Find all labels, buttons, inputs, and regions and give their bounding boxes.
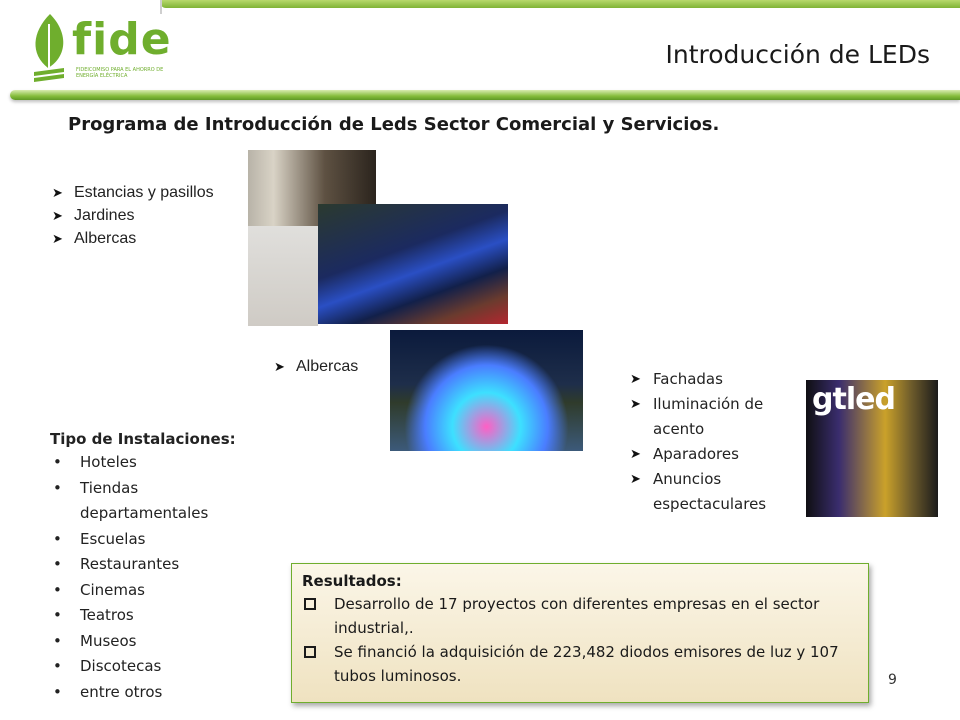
bullet-icon: • — [53, 453, 62, 471]
list-item-text: Aparadores — [653, 445, 739, 463]
list-item — [50, 450, 235, 476]
list-item-text: Iluminación de acento — [653, 395, 764, 438]
list-item — [50, 527, 235, 553]
fide-logo — [28, 12, 172, 88]
list-item-text: Anuncios espectaculares — [653, 470, 767, 513]
header-bottom-bar — [10, 90, 960, 100]
list-item — [630, 392, 790, 442]
list-item-text: Estancias y pasillos — [74, 184, 214, 201]
arrow-bullet-icon: ➤ — [274, 359, 285, 374]
list-item — [50, 578, 235, 604]
list-item-text: Jardines — [74, 207, 135, 224]
results-title: Resultados: — [302, 572, 402, 590]
list-item-text: Discotecas — [80, 657, 162, 675]
led-sign-text: gtled — [812, 382, 895, 417]
hallway-wall-photo — [248, 226, 318, 326]
list-item — [630, 467, 790, 517]
installations-title: Tipo de Instalaciones: — [50, 430, 236, 448]
bullet-icon: • — [53, 606, 62, 624]
installations-section — [50, 430, 236, 705]
bullet-icon: • — [53, 555, 62, 573]
list-item-text: Teatros — [80, 606, 134, 624]
list-item — [50, 629, 235, 655]
arrow-bullet-icon: ➤ — [630, 397, 641, 412]
list-item — [50, 654, 235, 680]
program-subtitle: Programa de Introducción de Leds Sector Comercial y Servicios. — [68, 114, 720, 135]
bullet-icon: • — [53, 478, 62, 497]
arrow-bullet-icon: ➤ — [630, 472, 641, 487]
arrow-bullet-icon: ➤ — [630, 372, 641, 387]
list-item-text: Hoteles — [80, 453, 137, 471]
list-item — [302, 640, 858, 688]
list-item — [302, 592, 858, 640]
led-sign-photo — [806, 380, 938, 517]
list-item-text: Escuelas — [80, 529, 146, 548]
list-item-text: Tiendas departamentales — [80, 478, 209, 522]
list-item — [50, 603, 235, 629]
facades-list — [630, 367, 790, 517]
list-item — [630, 442, 790, 467]
list-item-text: Cinemas — [80, 580, 145, 599]
logo-wordmark: fide — [72, 14, 172, 65]
list-item — [52, 227, 214, 250]
pools-list — [274, 355, 358, 378]
list-item — [630, 367, 790, 392]
arrow-bullet-icon: ➤ — [52, 185, 63, 200]
arrow-bullet-icon: ➤ — [52, 231, 63, 246]
list-item — [50, 476, 235, 527]
bullet-icon: • — [53, 657, 62, 675]
checkbox-bullet-icon — [304, 646, 316, 658]
garden-pool-photo — [318, 204, 508, 324]
list-item — [52, 204, 214, 227]
list-item — [50, 680, 235, 706]
bullet-icon: • — [53, 529, 62, 548]
list-item-text: Fachadas — [653, 370, 723, 388]
slide-header — [0, 0, 960, 104]
bullet-icon: • — [53, 580, 62, 599]
checkbox-bullet-icon — [304, 598, 316, 610]
page-number: 9 — [888, 672, 897, 688]
results-list — [302, 592, 858, 688]
list-item — [50, 552, 235, 578]
leaf-icon — [28, 12, 72, 88]
arrow-bullet-icon: ➤ — [630, 447, 641, 462]
slide-title: Introducción de LEDs — [665, 40, 930, 69]
list-item — [274, 355, 358, 378]
illuminated-pool-photo — [390, 330, 583, 451]
list-item-text: Albercas — [74, 230, 137, 247]
results-box — [291, 563, 869, 703]
list-item-text: Albercas — [296, 358, 359, 375]
installations-list — [50, 450, 235, 705]
list-item-text: Restaurantes — [80, 555, 180, 573]
list-item-text: Se financió la adquisición de 223,482 diodos emisores de luz y 107 tubos luminosos. — [334, 643, 839, 685]
list-item-text: Museos — [80, 631, 137, 650]
arrow-bullet-icon: ➤ — [52, 208, 63, 223]
list-item — [52, 181, 214, 204]
header-top-bar — [160, 0, 960, 8]
list-item-text: entre otros — [80, 682, 163, 701]
spaces-list — [52, 181, 214, 250]
list-item-text: Desarrollo de 17 proyectos con diferentes empresas en el sector industrial,. — [334, 595, 820, 637]
bullet-icon: • — [53, 631, 62, 650]
bullet-icon: • — [53, 682, 62, 701]
logo-tagline: FIDEICOMISO PARA EL AHORRO DE ENERGÍA ELÉCTRICA — [76, 67, 164, 79]
